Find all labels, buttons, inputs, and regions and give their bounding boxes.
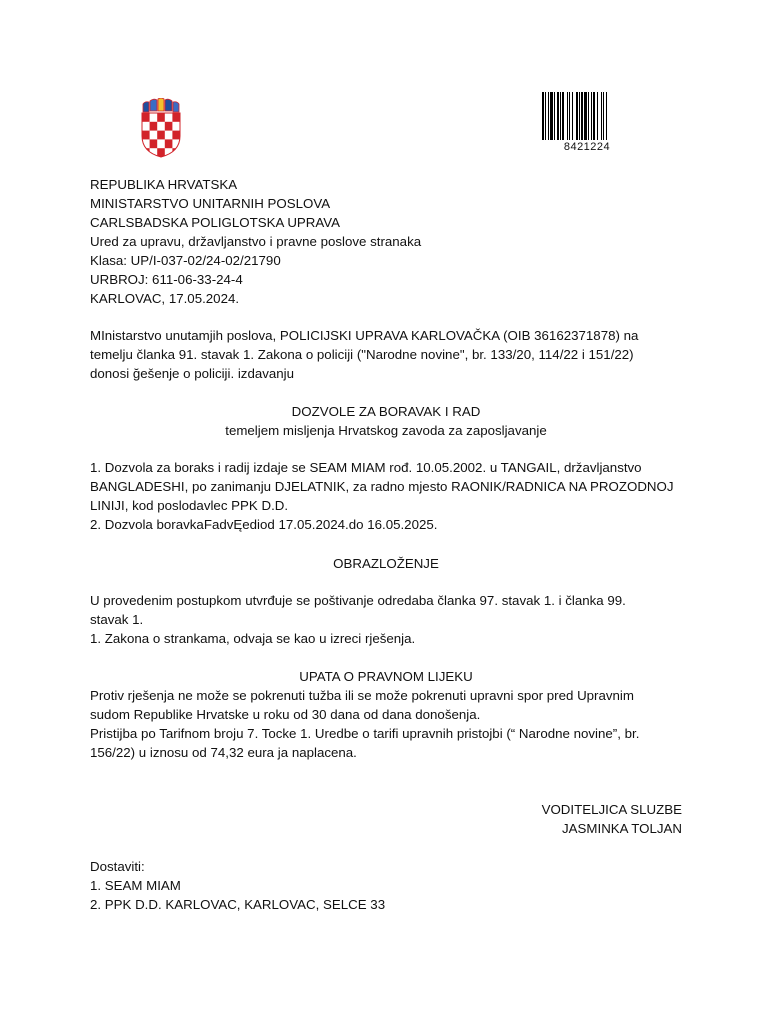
barcode-number: 8421224	[563, 141, 611, 153]
reasoning-line: U provedenim postupkom utvrđuje se poštivanje odredaba članka 97. stavak 1. i članka 99.	[90, 593, 626, 608]
signature-name: JASMINKA TOLJAN	[562, 821, 682, 836]
reasoning-line: 1. Zakona o strankama, odvaja se kao u izreci rješenja.	[90, 631, 416, 646]
decision-line: LINIJI, kod poslodavlec PPK D.D.	[90, 498, 289, 513]
header-line: Ured za upravu, državljanstvo i pravne poslove stranaka	[90, 234, 422, 249]
intro-line: MInistarstvo unutamjih poslova, POLICIJSKI UPRAVA KARLOVAČKA (OIB 36162371878) na	[90, 328, 639, 343]
delivery-item: 2. PPK D.D. KARLOVAC, KARLOVAC, SELCE 33	[90, 897, 386, 912]
remedy-line: Protiv rješenja ne može se pokrenuti tužba ili se može pokrenuti upravni spor pred Upravnim	[90, 688, 634, 703]
remedy-line: Pristijba po Tarifnom broju 7. Tocke 1. Uredbe o tarifi upravnih pristojbi (“ Narodne novine”, br.	[90, 726, 640, 741]
document-subtitle: temeljem misljenja Hrvatskog zavoda za zaposljavanje	[225, 423, 547, 438]
header-line: MINISTARSTVO UNITARNIH POSLOVA	[90, 196, 331, 211]
header-line: URBROJ: 611-06-33-24-4	[90, 272, 243, 287]
croatian-coat-of-arms-icon	[140, 98, 182, 158]
reasoning-heading: OBRAZLOŽENJE	[333, 556, 439, 571]
barcode-icon	[541, 92, 633, 140]
header-line: Klasa: UP/I-037-02/24-02/21790	[90, 253, 281, 268]
remedy-line: 156/22) u iznosu od 74,32 eura ja naplacena.	[90, 745, 357, 760]
remedy-line: sudom Republike Hrvatske u roku od 30 dana od dana donošenja.	[90, 707, 481, 722]
remedy-heading: UPATA O PRAVNOM LIJEKU	[299, 669, 473, 684]
intro-line: temelju članka 91. stavak 1. Zakona o policiji ("Narodne novine", br. 133/20, 114/22 i 151/22)	[90, 347, 634, 362]
decision-line: 1. Dozvola za boraks i radij izdaje se SEAM MIAM rođ. 10.05.2002. u TANGAIL, državljanstvo	[90, 460, 642, 475]
header-line: KARLOVAC, 17.05.2024.	[90, 291, 240, 306]
delivery-item: 1. SEAM MIAM	[90, 878, 181, 893]
signature-role: VODITELJICA SLUZBE	[541, 802, 682, 817]
decision-line: BANGLADESHI, po zanimanju DJELATNIK, za radno mjesto RAONIK/RADNICA NA PROZODNOJ	[90, 479, 674, 494]
reasoning-line: stavak 1.	[90, 612, 144, 627]
header-line: CARLSBADSKA POLIGLOTSKA UPRAVA	[90, 215, 341, 230]
decision-line: 2. Dozvola boravkaFadvĘediod 17.05.2024.do 16.05.2025.	[90, 517, 438, 532]
document-title: DOZVOLE ZA BORAVAK I RAD	[291, 404, 481, 419]
intro-line: donosi ğešenje o policiji. izdavanju	[90, 366, 295, 381]
header-line: REPUBLIKA HRVATSKA	[90, 177, 238, 192]
delivery-heading: Dostaviti:	[90, 859, 145, 874]
